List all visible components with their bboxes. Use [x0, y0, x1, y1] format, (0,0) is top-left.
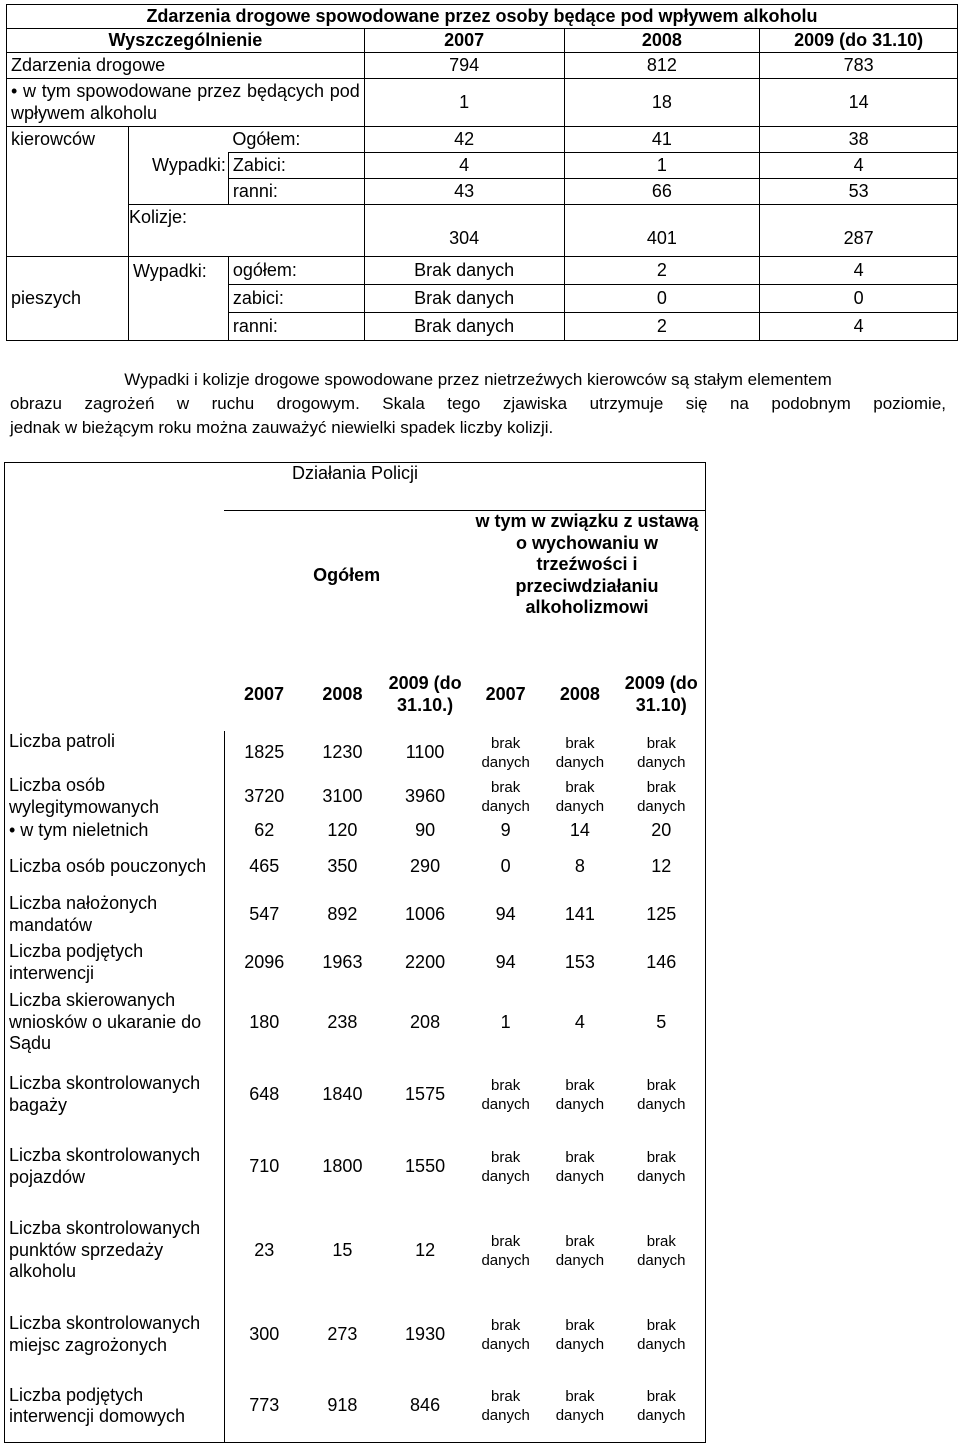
value-cell: 94: [495, 903, 516, 924]
body-paragraph: [10, 368, 946, 440]
value-cell: brak danych: [618, 1131, 706, 1203]
year-cell: 2009 (do 31.10): [618, 659, 706, 731]
value-cell: 41: [564, 127, 760, 153]
value-cell: 42: [364, 127, 564, 153]
table-row: [7, 179, 958, 205]
table-row: [7, 205, 958, 257]
ogolem-label: ogółem:: [228, 257, 364, 285]
value-cell: 290: [410, 855, 441, 876]
value-cell: 273: [327, 1323, 358, 1344]
value-cell: brak danych: [469, 1371, 542, 1443]
value-cell: 3720: [244, 785, 285, 806]
value-cell: 12: [415, 1239, 436, 1260]
table-row: [7, 53, 958, 79]
table1-header-row: [7, 29, 958, 53]
value-cell: 2096: [244, 951, 285, 972]
value-cell: brak danych: [555, 1316, 605, 1353]
kierowcow-label: kierowców: [7, 127, 129, 257]
value-cell: 94: [495, 951, 516, 972]
value-cell: 4: [760, 257, 958, 285]
police-actions-table: [4, 462, 706, 1443]
value-cell: 1550: [405, 1155, 446, 1176]
value-cell: Brak danych: [364, 285, 564, 313]
table-row: [5, 775, 706, 819]
value-cell: 1963: [322, 951, 363, 972]
row-label: • w tym spowodowane przez będących pod wpływem alkoholu: [7, 79, 365, 127]
value-cell: brak danych: [555, 1148, 605, 1185]
value-cell: 15: [332, 1239, 353, 1260]
value-cell: brak danych: [618, 731, 706, 775]
wypadki-label: Wypadki:: [128, 257, 228, 341]
pieszych-label: pieszych: [7, 257, 129, 341]
table-row: [7, 153, 958, 179]
value-cell: brak danych: [618, 1059, 706, 1131]
value-cell: 1230: [322, 741, 363, 762]
value-cell: brak danych: [542, 1371, 617, 1443]
value-cell: 146: [618, 939, 706, 987]
value-cell: 1825: [244, 741, 285, 762]
value-cell: 180: [249, 1011, 280, 1032]
table-row: [7, 79, 958, 127]
value-cell: 0: [500, 855, 511, 876]
value-cell: 812: [564, 53, 760, 79]
value-cell: 773: [224, 1371, 304, 1443]
value-cell: brak danych: [481, 778, 530, 815]
value-cell: 120: [327, 819, 358, 840]
value-cell: 1930: [405, 1323, 446, 1344]
value-cell: 287: [760, 205, 958, 257]
paragraph-line: Wypadki i kolizje drogowe spowodowane przez nietrzeźwych kierowców są stałym elementem: [124, 370, 832, 389]
value-cell: 1840: [322, 1083, 363, 1104]
value-cell: 90: [415, 819, 436, 840]
row-label: Liczba podjętych interwencji: [5, 939, 225, 987]
row-label: Liczba osób pouczonych: [5, 843, 225, 891]
value-cell: 43: [364, 179, 564, 205]
year-cell: 2008: [322, 683, 363, 704]
value-cell: 12: [618, 843, 706, 891]
header-cell: 2008: [564, 29, 760, 53]
drink-driving-table: [6, 4, 958, 341]
year-cell: 2007: [485, 683, 526, 704]
value-cell: brak danych: [481, 1316, 530, 1353]
group-ogolem: Ogółem: [224, 511, 469, 659]
value-cell: 783: [760, 53, 958, 79]
value-cell: 1: [500, 1011, 511, 1032]
value-cell: 14: [569, 819, 590, 840]
value-cell: 2: [564, 313, 760, 341]
row-label: Liczba skontrolowanych punktów sprzedaży alkoholu: [5, 1203, 225, 1299]
year-cell: 2007: [243, 683, 284, 704]
value-cell: 2200: [405, 951, 446, 972]
value-cell: 0: [760, 285, 958, 313]
value-cell: brak danych: [481, 734, 530, 771]
value-cell: 5: [618, 987, 706, 1059]
value-cell: 4: [760, 153, 958, 179]
value-cell: 238: [327, 1011, 358, 1032]
table1-title: Zdarzenia drogowe spowodowane przez osoby będące pod wpływem alkoholu: [7, 5, 958, 29]
year-cell: 2009 (do 31.10.): [388, 672, 462, 715]
value-cell: 547: [249, 903, 280, 924]
value-cell: brak danych: [555, 1232, 605, 1269]
table-row: [5, 1059, 706, 1131]
value-cell: 2: [564, 257, 760, 285]
value-cell: 23: [254, 1239, 275, 1260]
value-cell: 18: [564, 79, 760, 127]
value-cell: brak danych: [618, 1371, 706, 1443]
value-cell: 3100: [322, 785, 363, 806]
value-cell: 465: [249, 855, 280, 876]
value-cell: 1575: [405, 1083, 446, 1104]
group-ustawa: w tym w związku z ustawą o wychowaniu w trzeźwości i przeciwdziałaniu alkoholizmowi: [469, 511, 705, 659]
header-cell: 2009 (do 31.10): [760, 29, 958, 53]
ranni-label: ranni:: [228, 179, 364, 205]
value-cell: 401: [564, 205, 760, 257]
paragraph-line: jednak w bieżącym roku można zauważyć niewielki spadek liczby kolizji.: [10, 418, 554, 437]
value-cell: 300: [249, 1323, 280, 1344]
value-cell: 208: [410, 1011, 441, 1032]
value-cell: brak danych: [555, 778, 605, 815]
table-row: [5, 843, 706, 891]
row-label: • w tym nieletnich: [5, 819, 225, 843]
value-cell: brak danych: [555, 1076, 605, 1113]
value-cell: brak danych: [481, 1076, 530, 1113]
value-cell: 20: [618, 819, 706, 843]
row-label: Zdarzenia drogowe: [7, 53, 365, 79]
row-label: Liczba osób wylegitymowanych: [5, 775, 225, 819]
value-cell: 9: [500, 819, 511, 840]
table2-body: [5, 731, 706, 1443]
row-label: Liczba podjętych interwencji domowych: [5, 1371, 225, 1443]
row-label: Liczba skontrolowanych bagaży: [5, 1059, 225, 1131]
value-cell: 153: [564, 951, 595, 972]
value-cell: 125: [618, 891, 706, 939]
value-cell: 794: [364, 53, 564, 79]
wypadki-label: Wypadki:: [128, 153, 228, 179]
value-cell: brak danych: [555, 734, 605, 771]
zabici-label: zabici:: [228, 285, 364, 313]
ranni-label: ranni:: [228, 313, 364, 341]
row-label: Liczba skontrolowanych miejsc zagrożonych: [5, 1299, 225, 1371]
paragraph-line: obrazu zagrożeń w ruchu drogowym. Skala tego zjawiska utrzymuje się na podobnym poziomie,: [10, 394, 946, 413]
value-cell: 14: [760, 79, 958, 127]
value-cell: 918: [304, 1371, 381, 1443]
value-cell: 3960: [405, 785, 446, 806]
value-cell: 53: [760, 179, 958, 205]
table-row: [5, 1371, 706, 1443]
table-row: [5, 891, 706, 939]
value-cell: 1006: [405, 903, 446, 924]
table-row: [5, 987, 706, 1059]
value-cell: brak danych: [481, 1148, 530, 1185]
value-cell: 4: [760, 313, 958, 341]
value-cell: brak danych: [481, 1232, 530, 1269]
value-cell: 8: [574, 855, 585, 876]
row-label: Liczba patroli: [5, 731, 225, 775]
value-cell: 1: [564, 153, 760, 179]
table2-title: Działania Policji: [5, 463, 706, 511]
value-cell: 38: [760, 127, 958, 153]
value-cell: 648: [249, 1083, 280, 1104]
value-cell: 4: [364, 153, 564, 179]
value-cell: 710: [249, 1155, 280, 1176]
value-cell: 1: [364, 79, 564, 127]
value-cell: 846: [381, 1371, 469, 1443]
value-cell: 892: [327, 903, 358, 924]
table-row: [5, 1203, 706, 1299]
table-row: [5, 731, 706, 775]
value-cell: Brak danych: [364, 313, 564, 341]
value-cell: brak danych: [618, 1203, 706, 1299]
value-cell: 62: [254, 819, 275, 840]
value-cell: 141: [564, 903, 595, 924]
value-cell: Brak danych: [364, 257, 564, 285]
value-cell: 66: [564, 179, 760, 205]
row-label: Liczba nałożonych mandatów: [5, 891, 225, 939]
year-cell: 2008: [559, 683, 600, 704]
header-cell: Wyszczególnienie: [7, 29, 365, 53]
value-cell: brak danych: [618, 1299, 706, 1371]
value-cell: 304: [364, 205, 564, 257]
zabici-label: Zabici:: [228, 153, 364, 179]
value-cell: 0: [564, 285, 760, 313]
value-cell: 1800: [322, 1155, 363, 1176]
ogolem-label: Ogółem:: [228, 127, 364, 153]
header-cell: 2007: [364, 29, 564, 53]
table-row: [7, 127, 958, 153]
table-row: [5, 1299, 706, 1371]
table-row: [5, 939, 706, 987]
value-cell: 1100: [405, 741, 445, 762]
row-label: Liczba skontrolowanych pojazdów: [5, 1131, 225, 1203]
value-cell: brak danych: [618, 775, 706, 819]
table-row: [5, 1131, 706, 1203]
value-cell: 350: [327, 855, 358, 876]
kolizje-label: Kolizje:: [128, 205, 364, 257]
table-row: [7, 257, 958, 285]
table-row: [5, 819, 706, 843]
row-label: Liczba skierowanych wniosków o ukaranie do Sądu: [5, 987, 225, 1059]
value-cell: 4: [574, 1011, 585, 1032]
